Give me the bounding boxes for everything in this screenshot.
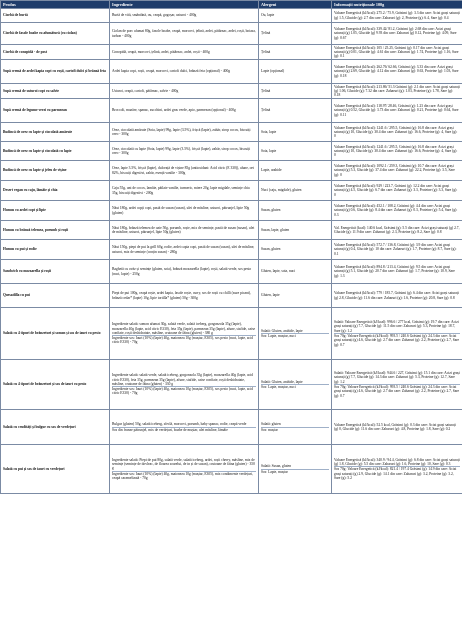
nutrition-cell: Valoare Energetică (kJ/kcal): 779 / 185.7, Grăsimi (g): 6.4 din care: Acizi grași saturați (g) 2.8, Glucide (g): 11.6 din care: Zaharuri (g): 1.6, Proteine (g): 20.8, Sare (g): 0.8 [332, 284, 462, 308]
nutrition-cell: Valoare Energetică (kJ/kcal): 929 / 223.7, Grăsimi (g): 12.2 din care: Acizi grași saturați (g) 4.5, Glucide (g): 6.7 din care: Zaharuri (g): 3.3, Proteine (g): 3.3, Sare (g): 0 [332, 181, 462, 201]
allergens-cell-part: Salată: Gluten, arahide, lapte [261, 328, 303, 333]
ingredients-cell: Năut 180g, brânză telemea de oaie 50g, porumb, roșie, mix de semințe, pastă de susan (susan), ulei de măsline, usturoi, pătrunjel, lipie 50g (gluten) [110, 221, 259, 240]
allergens-cell-part: Sos: Lapte, muștar [261, 469, 329, 474]
allergens-cell [259, 308, 332, 360]
table-row [1, 360, 462, 410]
table-row [1, 161, 462, 181]
nutrition-cell [332, 360, 462, 410]
ingredients-cell-part: Sos din frunze pătrunjel, mix de verdețuri, boabe de muștar, ulei măsline, lămâie [112, 427, 256, 432]
nutrition-cell [332, 410, 462, 445]
table-row [1, 284, 462, 308]
nutrition-cell: Valoare Energetică (kJ/kcal): 572.7 / 136.8, Grăsimi (g): 3.9 din care: Acizi grași saturați (g) 0.4, Glucide (g): 10 din care: Zaharuri (g): 1.7, Proteine (g): 8.7, Sare (g): 0.1 [332, 240, 462, 260]
nutrition-cell: Valoare Energetică (kJ/kcal): 894.8 / 213.4, Grăsimi (g): 9.5 din care: Acizi grași saturați (g) 5.1, Glucide (g): 20.7 din care: Zaharuri (g): 1.7, Proteine (g): 10.9, Sare (g): 1.3 [332, 260, 462, 284]
product-cell: Humus cu brânză telemea, porumb și roșii [1, 221, 110, 240]
allergens-cell-part: Salată: Susan, gluten [261, 464, 292, 469]
table-row [1, 445, 462, 494]
allergens-cell-part: Salată: gluten [261, 422, 281, 427]
ingredients-cell: Năut 150g, piept de pui la grill 60g, rodie, ardei capia copt, pastă de susan (susan), ulei de măsline, usturoi, mix de semințe (conțin susan) - 280g [110, 240, 259, 260]
allergens-cell [259, 410, 332, 445]
product-cell: Salată cu crudități și bulgur cu sos de verdețuri [1, 410, 110, 445]
product-cell: Ciorbă de burtă [1, 9, 110, 23]
ingredients-cell: Năut 180g, ardei copți copt, pastă de susan (susan), ulei de măsline, usturoi, pătrunjel, lipie 50g (gluten) [110, 201, 259, 221]
table-row [1, 308, 462, 360]
table-row [1, 221, 462, 240]
table-body [1, 9, 462, 494]
nutrition-cell-part: Valoare Energetică (kJ/kcal): 340.9 / 94.4, Grăsimi (g): 6.8 din care: Acizi grași saturați (g) 1.8, Glucide (g): 5.5 din care: Zaharuri (g): 1.6, Proteine (g): 10, Sare (g): 0.3 [334, 457, 460, 467]
table-header-row [1, 1, 462, 9]
ingredients-cell: Usturoi, ceapă, cartofi, pătârnac, salvie - 400g [110, 84, 259, 99]
nutrition-cell: Val. Energetică (kcal): 140.6 kcal, Grăsimi (g): 5.5 din care: Acizi grași saturați (g) 2.7, Glucide (g): 11.9 din care: Zaharuri (g): 2.3, Proteine (g): 8.2, Sare (g): 0.8 [332, 221, 462, 240]
ingredients-cell: Ciolan de porc afumat 80g, fasole boabe, ceapă, morcovi, țelină, ardei, pătârnac, ardei, roșii, boiasa, tarhon - 400g [110, 23, 259, 45]
nutrition-cell: Valoare Energetică (kJ/kcal): 262.76/ 62.66, Grăsimi (g): 3.33 din care: Acizi grași saturați (g) 2.69, Glucide (g): 4.12 din care: Zaharuri (g): 0.63, Proteine (g): 1.03, Sare (g): 0.18 [332, 60, 462, 84]
allergens-cell: Gluten, lapte [259, 284, 332, 308]
ingredients-cell-part: Ingrediente sos: Iaurt (10%) (lapte) 40g, maioneza 10g (muștar, E305), sos pesto (nuci, lapte, acid citric E330) - 70g [112, 335, 256, 345]
product-cell: Supă cremă de usturoi copt cu salvie [1, 84, 110, 99]
product-cell: Sandwich cu mozzarella și roșii [1, 260, 110, 284]
nutrition-cell: Valoare Energetică (kJ/kcal): 1241.6 / 295.5, Grăsimi (g): 16.8 din care: Acizi grași saturați (g) 10, Glucide (g): 30.4 din care: Zaharuri (g): 16.6, Proteine (g): 4, Sare (g): 0 [332, 142, 462, 161]
table-row [1, 123, 462, 142]
product-cell: Humus cu pui și rodie [1, 240, 110, 260]
product-cell: Salată cu 4 tipuri de brânzeturi și somon și sos de iaurt cu pesto [1, 308, 110, 360]
allergens-cell: Susan, gluten [259, 240, 332, 260]
product-cell: Salată cu pui și sos de iaurt cu verdețuri [1, 445, 110, 494]
table-row [1, 410, 462, 445]
ingredients-cell: Ardei kapia copt, roșii, ceapă, morcovi, cartofi dulci, brânză feta (opțional) - 400g [110, 60, 259, 84]
ingredients-cell: Burtă de vită, smântână, ou, ceapă, gogoșar, usturoi - 400g [110, 9, 259, 23]
header-nutrition: Informații nutriționale 100g [332, 1, 462, 9]
nutrition-cell: Valoare Energetică (kJ/kcal): 105 / 25.25, Grăsimi (g): 0.17 din care: Acizi grași saturați (g) 0.01, Glucide (g): 4.61 din care: Zaharuri (g): 1.74, Proteine (g): 1.16, Sare (g): 0.1 [332, 45, 462, 60]
allergens-cell-part: Sos: muștar [261, 427, 329, 432]
product-cell: Supă cremă de ardei kapia copt cu roșii, cartofi dulci și brânză feta [1, 60, 110, 84]
allergens-cell: Susan, gluten [259, 201, 332, 221]
ingredients-cell-part: Bulgur (gluten) 50g, salată iceberg, sfeclă, morcovi, porumb, baby spanac, rodie, ceapă verde [112, 422, 247, 427]
nutrition-cell [332, 445, 462, 494]
table-row [1, 99, 462, 123]
allergens-cell: Țelină [259, 45, 332, 60]
product-cell: Salată cu 4 tipuri de brânzeturi și sos de iaurt cu pesto [1, 360, 110, 410]
ingredients-cell-part: Ingrediente sos: Iaurt (10%) (lapte) 40g, maioneza 10g (muștar, E305), sos pesto (nuci, lapte, acid citric E330) - 70g [112, 386, 256, 396]
allergens-cell: Soia, lapte [259, 123, 332, 142]
allergens-cell: Țelină [259, 23, 332, 45]
product-cell: Desert vegan cu caju, lămâie și chia [1, 181, 110, 201]
nutrition-cell-part: Salată: Valoare Energetică (kJ/kcal): 996.6 / 277 kcal, Grăsimi (g): 19.7 din care: Acizi grași saturați (g) 7.7, Glucide (g): 11.5 din care: Zaharuri (g): 5.3, Proteine (g): 18.7, Sare (g): 1.2 [334, 320, 459, 333]
table-row [1, 240, 462, 260]
allergens-cell: Lapte (opțional) [259, 60, 332, 84]
ingredients-cell: Baghetă cu ovăz și semințe (gluten, soia), brânză mozzarella (lapte), roșii, salată verde, sos pesto (nuci, lapte) - 250g [110, 260, 259, 284]
allergens-cell: Țelină [259, 84, 332, 99]
nutrition-cell-part: Sos 70g: Valoare Energetică (kJ/kcal): 821.4 / 197.4 Grăsimi (g): 14.9 din care: Acizi grași saturați (g) 2.9, Glucide (g): 14.1 din care: Zaharuri (g): 3.2, Proteine (g): 3.2, Sare (g): 5.2 [334, 466, 460, 480]
header-ingredients: Ingrediente [110, 1, 259, 9]
nutrition-cell [332, 308, 462, 360]
ingredients-cell: Piept de pui 100g, ceapă roșie, ardei kapia, fasole roșie, curry, sos de roșii cu chilli (suze picant), brânză cedar* (lapte) 10g, lipie tortilla* (gluten) 50g - 300g [110, 284, 259, 308]
ingredients-cell-part: Ingrediente sos: Iaurt (10%) (lapte) 40g, maioneza 10g (muștar, E305), mix condimente verdețuri, ceapă caramelizată - 70g [112, 471, 256, 481]
ingredients-cell: Conopidă, ceapă, morcovi, țelină, ardei, pătârnac, ardei, roșii - 400g [110, 45, 259, 60]
ingredients-cell-part: Ingrediente salată: somon afumat 30g, salată verde, salată iceberg, gorgonzola 35g (lapte), mozzarella 40g (lapte, acid citric E330), feta 35g (lapte), parmezan 35g (lapte), afune, stafide, caise confiate, roșii deshidratate, măsline, crutoane de făina (gluten) - 380 g [112, 322, 256, 335]
allergens-cell: Lapte, arahide [259, 161, 332, 181]
table-row [1, 45, 462, 60]
ingredients-cell-part: Ingrediente salată: salată verde, salată iceberg, gorgonzola 35g (lapte), mozzarella 40g (lapte, acid citric E330), feta 35g, parmezan 35g (lapte), afune, stafide, caise confiate, roșii deshidratate, măsline, crutoane de făina (gluten) - 330 g [112, 373, 253, 386]
allergens-cell: Susan, lapte, gluten [259, 221, 332, 240]
product-cell: Ciorbă de fasole boabe cu afumătură (cu ciolan) [1, 23, 110, 45]
ingredients-cell [110, 360, 259, 410]
allergens-cell: Ou, lapte [259, 9, 332, 23]
ingredients-cell [110, 445, 259, 494]
product-cell: Budincă de orez cu lapte și jeleu de vișine [1, 161, 110, 181]
table-row [1, 201, 462, 221]
ingredients-cell: Orez, lapte 3.5%, frișcă (lapte), dulceață de vișine 85g (antioxidant: Acid citric (E 330)), alune, oet 82%, biscuiți digestivi, zahăr, esență vanilie - 300g [110, 161, 259, 181]
allergens-cell: Gluten, lapte, soia, nuci [259, 260, 332, 284]
nutrition-cell: Valoare Energetică (kJ/kcal): 452.1 / 108.2, Grăsimi (g): 4.4 din care: Acizi grași saturați (g) 0.6, Glucide (g): 8.4 din care: Zaharuri (g): 0.3, Proteine (g): 5.4, Sare (g): 0.3 [332, 201, 462, 221]
ingredients-cell: Caju 55g, unt de cocos, lamâie, pătlaie vanilie, turmeric, miere 20g, lapte migdale, semințe chia 35g, biscuiți digestivi - 200g [110, 181, 259, 201]
allergens-cell [259, 445, 332, 494]
nutrition-cell-part: Salată: Valoare Energetică (kJ/kcal): 944.6 / 227, Grăsimi (g): 15.1 din care: Acizi grași saturați (g) 7.7, Glucide (g): 14.3 din care: Zaharuri (g): 5.3, Proteine (g): 12.7, Sare (g): 1.2 [334, 371, 460, 384]
allergens-cell: Soia, lapte [259, 142, 332, 161]
header-product: Produs [1, 1, 110, 9]
nutrition-cell-part: Sos 70g: Valoare Energetică (kJ/kcal): 993.5 / 240.6 Grăsimi (g): 24.3 din care: Acizi grași saturați (g) 4.6, Glucide (g): 2.7 din care: Zaharuri (g): 2.2, Proteine (g): 2.7, Sare (g): 0.7 [334, 385, 460, 398]
nutrition-cell: Valoare Energetică (kJ/kcal): 213.86/ 51.3 Grăsimi (g): 2.1 din care: Acizi grași saturați (g) 1.06, Glucide (g): 7.32 din care: Zaharuri (g): 1.03, Proteine (g): 1.78, Sare (g): 0.18 [332, 84, 462, 99]
nutrition-cell: Valoare Energetică (kJ/kcal): 1241.6 / 295.5, Grăsimi (g): 16.8 din care: Acizi grași saturați (g) 10, Glucide (g): 30.4 din care: Zaharuri (g): 16.6, Proteine (g): 4, Sare (g): 0 [332, 123, 462, 142]
nutrition-cell: Valoare Energetică (kJ/kcal): 118.97/ 28.46, Grăsimi (g): 1.23 din care: Acizi grași saturați (g) 0.52, Glucide (g): 3.73 din care: Zaharuri (g): 0.21, Proteine (g): 0.64, Sare (g): 0.11 [332, 99, 462, 123]
product-cell: Ciorbă de conopidă - de post [1, 45, 110, 60]
product-cell: Humus cu ardei copt și lipie [1, 201, 110, 221]
ingredients-cell: Orez, ciocolată amăruie (Soia, lapte) 99g, lapte (3.5%), frișcă (lapte), zahăr, sirop cocos, biscuiți oreo - 300g [110, 123, 259, 142]
table-row [1, 260, 462, 284]
ingredients-cell [110, 410, 259, 445]
table-row [1, 23, 462, 45]
allergens-cell-part: Salată: Gluten, arahide, lapte [261, 379, 303, 384]
nutrition-cell-part: Sos 70g: Valoare Energetică (kJ/kcal): 993.5 / 240.6 Grăsimi (g): 24.3 din care: Acizi grași saturați (g) 4.6, Glucide (g): 2.7 din care: Zaharuri (g): 2.2, Proteine (g): 2.7, Sare (g): 0.7 [334, 334, 460, 347]
table-row [1, 181, 462, 201]
table-row [1, 84, 462, 99]
product-cell: Budincă de orez cu lapte și ciocolată cu lapte [1, 142, 110, 161]
nutrition-cell-part: Valoare Energetică (kJ/kcal): 52.5 kcal, Grăsimi (g): 0.3 din care: Acizi grași saturați (g) 0, Glucide (g): 11.6 din care: Zaharuri (g): 4.8, Proteine (g): 1.8, Sare (g): 0.2 [334, 422, 456, 431]
table-row [1, 9, 462, 23]
nutrition-cell: Valoare Energetică (kJ/kcal): 339.42/ 81.2, Grăsimi (g): 2.68 din care: Acizi grași saturați (g) 1.05, Glucide (g) 9.93 din care: Zaharuri (g) 0.12, Proteine (g): 4.09, Sare (g): 0.67 [332, 23, 462, 45]
table-row [1, 142, 462, 161]
header-allergens: Alergeni [259, 1, 332, 9]
allergens-cell: Țelină [259, 99, 332, 123]
table-row [1, 60, 462, 84]
ingredients-cell: Broccoli, mazăre, spanac, zucchini, ardei gras verde, apio, parmezan (opțional) - 400g [110, 99, 259, 123]
product-cell: Budincă de orez cu lapte și ciocolată amăruie [1, 123, 110, 142]
product-cell: Quesadilla cu pui [1, 284, 110, 308]
nutrition-cell: Valoare Energetică (kJ/kcal): 275.2 / 75.9, Grăsimi (g): 3.3 din care: Acizi grași saturați (g) 1.5, Glucide (g): 2.7 din care: Zaharuri (g): 2, Proteine (g): 6.4, Sare (g): 0.4 [332, 9, 462, 23]
nutrition-cell: Valoare Energetică (kJ/kcal): 1092.1 / 259.3, Grăsimi (g): 10.7 din care: Acizi grași saturați (g) 5.3, Glucide (g): 37.4 din care: Zaharuri (g): 22.2, Proteine (g): 3.5, Sare (g): 0 [332, 161, 462, 181]
allergens-cell-part: Sos: Lapte, muștar, nuci [261, 384, 329, 389]
allergens-cell: Nuci (caju, migdale), gluten [259, 181, 332, 201]
product-cell: Supă cremă de legume verzi cu parmezan [1, 99, 110, 123]
allergens-cell [259, 360, 332, 410]
ingredients-cell-part: Ingrediente salată: Piept de pui 80g, salată verde, salată iceberg, ardei, roșii cherry, măsline, mix de semințe (semințe de dovleac, de floarea soarelui, de in și de susan), crutoane de făina (gluten) - 350 g [112, 457, 255, 471]
ingredients-cell: Orez, ciocolată cu lapte (Soia, lapte) 99g, lapte (3.5%), frișcă (lapte), zahăr, sirop cocos, biscuiți oreo - 300g [110, 142, 259, 161]
ingredients-cell [110, 308, 259, 360]
allergens-cell-part: Sos: Lapte, muștar, nuci [261, 333, 329, 338]
